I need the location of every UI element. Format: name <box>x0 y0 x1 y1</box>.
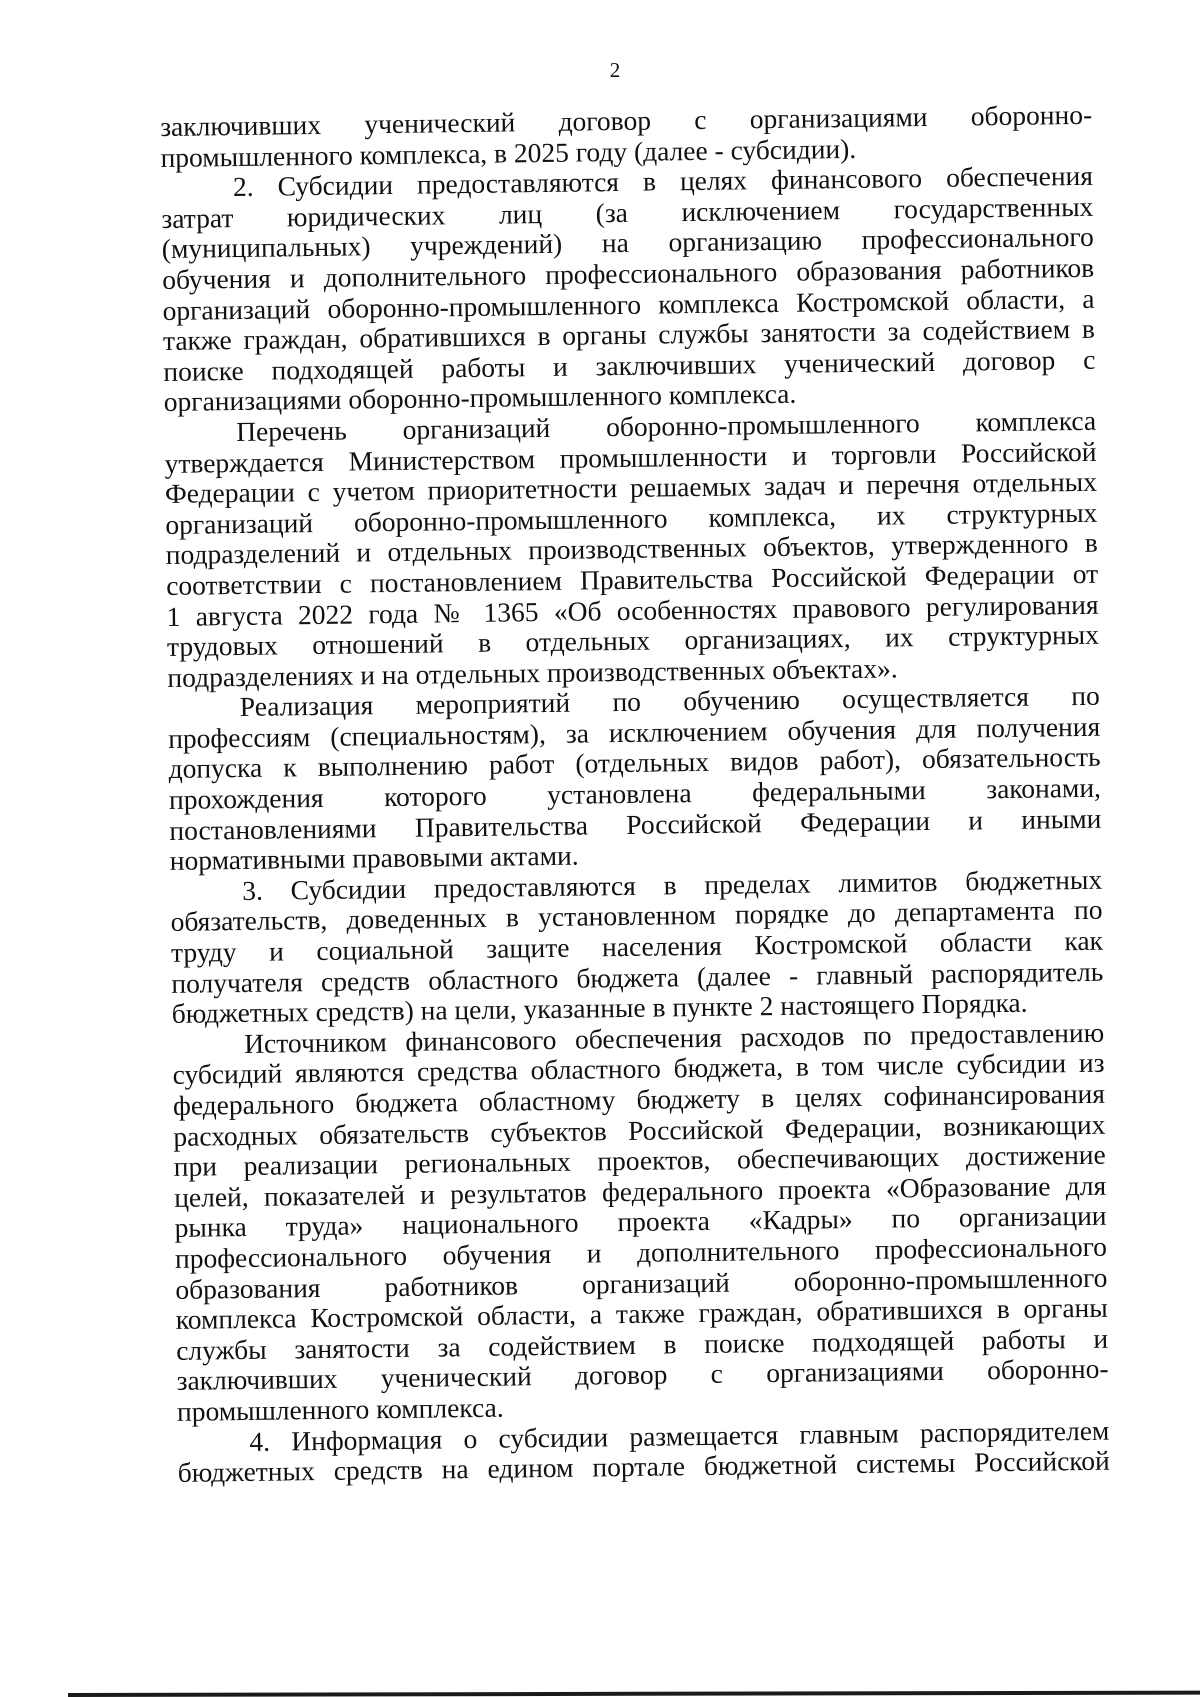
text-line: постановлениями Правительства Российской Федерации и иными <box>169 802 1102 846</box>
text-line: прохождения которого установлена федеральными законами, <box>168 771 1102 816</box>
paragraph <box>170 865 1104 1030</box>
text-line: образования работников организаций оборонно-промышленного <box>175 1261 1108 1305</box>
text-line: 4. Информация о субсидии размещается главным распорядителем <box>249 1414 1110 1457</box>
text-line: обязательств, доведенных в установленном порядке до департамента по <box>170 894 1103 938</box>
text-line: субсидий являются средства областного бюджета, в том числе субсидии из <box>172 1047 1105 1091</box>
text-line: федерального бюджета областному бюджету в целях софинансирования <box>172 1077 1106 1121</box>
text-line: организаций оборонно-промышленного комплекса Костромской области, а <box>162 282 1095 326</box>
paragraph <box>172 1018 1109 1428</box>
text-line: заключивших ученический договор с организациями оборонно- <box>176 1353 1109 1397</box>
text-line: 1 августа 2022 года № 1365 «Об особенностях правового регулирования <box>166 588 1099 632</box>
text-line: допуска к выполнению работ (отдельных видов работ), обязательность <box>168 741 1101 785</box>
text-line: соответствии с постановлением Правительства Российской Федерации от <box>165 557 1099 601</box>
text-line: затрат юридических лиц (за исключением государственных <box>161 190 1094 234</box>
text-line: (муниципальных) учреждений) на организацию профессионального <box>161 221 1094 265</box>
text-line: промышленного комплекса, в 2025 году (далее - субсидии). <box>160 132 857 173</box>
text-line: профессиям (специальностям), за исключением обучения для получения <box>167 710 1101 754</box>
text-line: 3. Субсидии предоставляются в пределах лимитов бюджетных <box>241 863 1103 906</box>
text-line: подразделениях и на отдельных производственных объектах». <box>167 652 898 693</box>
paragraph <box>177 1415 1110 1488</box>
text-line: бюджетных средств на едином портале бюджетной системы Российской <box>177 1444 1110 1489</box>
paragraph <box>161 161 1096 418</box>
text-line: комплекса Костромской области, а также граждан, обратившихся в органы <box>175 1291 1108 1336</box>
text-line: заключивших ученический договор с организациями оборонно- <box>159 98 1093 142</box>
scan-edge <box>68 1691 1200 1697</box>
text-line: рынка труда» национального проекта «Кадры» по организации <box>174 1200 1107 1244</box>
text-line: Федерации с учетом приоритетности решаемых задач и перечня отдельных <box>164 465 1098 510</box>
text-line: службы занятости за содействием в поиске подходящей работы и <box>176 1322 1109 1366</box>
text-line: профессионального обучения и дополнительного профессионального <box>174 1230 1108 1274</box>
text-line: промышленного комплекса. <box>176 1391 504 1427</box>
page-number: 2 <box>609 58 621 82</box>
text-line: расходных обязательств субъектов Российской Федерации, возникающих <box>173 1108 1106 1152</box>
text-line: также граждан, обратившихся в органы службы занятости за содействием в <box>162 312 1096 357</box>
text-line: при реализации региональных проектов, обеспечивающих достижение <box>173 1138 1106 1183</box>
text-line: Источником финансового обеспечения расходов по предоставлению <box>243 1016 1105 1059</box>
text-line: поиске подходящей работы и заключивших ученический договор с <box>163 343 1096 387</box>
text-line: трудовых отношений в отдельных организациях, их структурных <box>166 618 1100 663</box>
text-line: бюджетных средств) на цели, указанные в пункте 2 настоящего Порядка. <box>171 986 1028 1030</box>
text-line: получателя средств областного бюджета (далее - главный распорядитель <box>171 955 1104 999</box>
text-line: утверждается Министерством промышленности и торговли Российской <box>164 435 1097 479</box>
text-line: организаций оборонно-промышленного комплекса, их структурных <box>165 496 1098 540</box>
paragraph <box>164 406 1100 694</box>
text-line: обучения и дополнительного профессионального образования работников <box>161 251 1095 295</box>
text-line: нормативными правовыми актами. <box>169 839 579 877</box>
text-line: организациями оборонно-промышленного комплекса. <box>163 378 797 418</box>
text-line: подразделений и отдельных производственных объектов, утвержденного в <box>165 527 1098 571</box>
text-line: 2. Субсидии предоставляются в целях финансового обеспечения <box>232 159 1094 203</box>
text-line: Реализация мероприятий по обучению осуществляется по <box>239 680 1100 723</box>
text-line: труду и социальной защите населения Костромской области как <box>170 924 1104 968</box>
paragraph <box>168 681 1102 877</box>
text-line: целей, показателей и результатов федерального проекта «Образование для <box>174 1169 1107 1213</box>
document-body <box>160 100 1110 1489</box>
text-line: Перечень организаций оборонно-промышленного комплекса <box>235 404 1097 447</box>
